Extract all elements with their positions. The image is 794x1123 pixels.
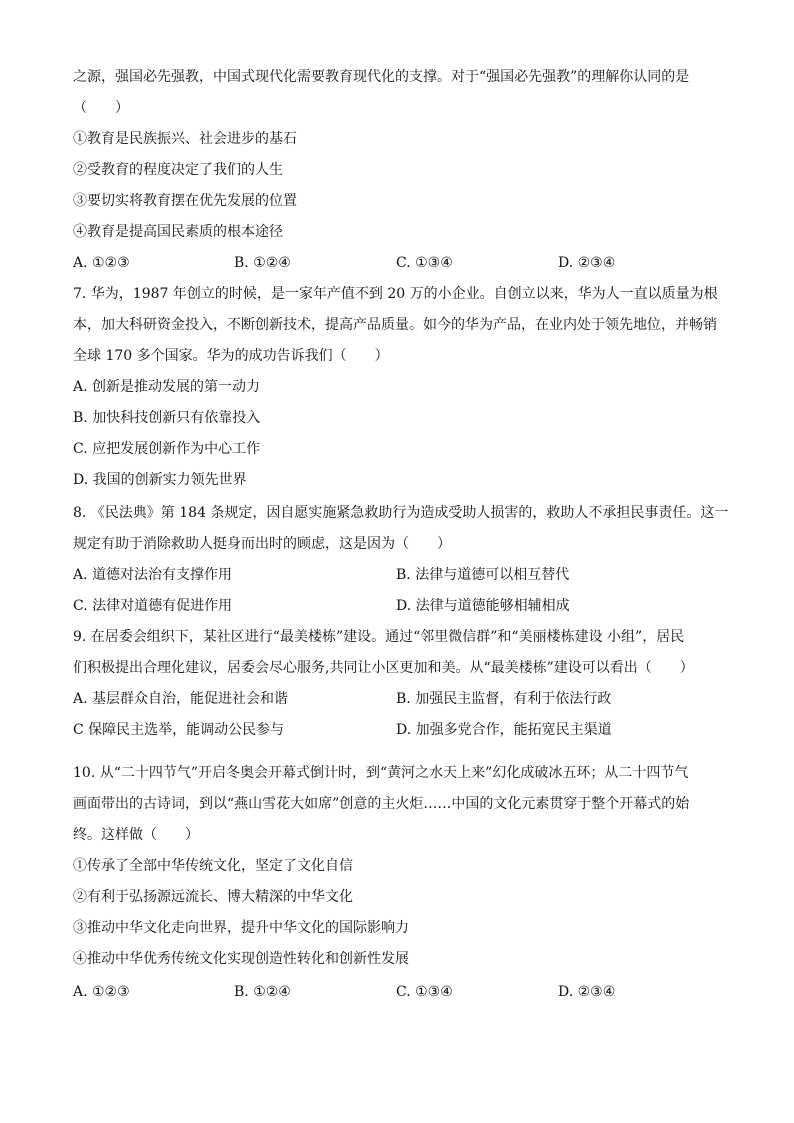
q7-stem-line-3: 全球 170 多个国家。华为的成功告诉我们（ ） (73, 348, 389, 364)
q6-statement-2: ②受教育的程度决定了我们的人生 (73, 162, 283, 178)
q10-stem-line-3: 终。这样做（ ） (73, 827, 199, 843)
q10-stem-line-2: 画面带出的古诗词，到以“燕山雪花大如席”创意的主火炬……中国的文化元素贯穿于整个开幕式的始 (73, 796, 690, 812)
q10-statement-1: ①传承了全部中华传统文化，坚定了文化自信 (73, 858, 353, 874)
q10-option-d: D. ②③④ (558, 984, 616, 1000)
q9-option-a: A. 基层群众自治，能促进社会和谐 (73, 691, 289, 707)
q9-option-b: B. 加强民主监督，有利于依法行政 (396, 691, 612, 707)
q10-option-a: A. ①②③ (73, 984, 130, 1000)
q7-option-a: A. 创新是推动发展的第一动力 (73, 379, 261, 395)
q10-stem-line-1: 10. 从“二十四节气”开启冬奥会开幕式倒计时，到“黄河之水天上来”幻化成破冰五环；从二十四节气 (73, 765, 689, 781)
q8-stem-line-1: 8. 《民法典》第 184 条规定，因自愿实施紧急救助行为造成受助人损害的，救助人不承担民事责任。这一 (73, 505, 729, 521)
q10-statement-2: ②有利于弘扬源远流长、博大精深的中华文化 (73, 889, 353, 905)
q6-stem-line-1: 之源，强国必先强教，中国式现代化需要教育现代化的支撑。对于“强国必先强教”的理解你认同的是 (73, 69, 690, 85)
q6-stem-line-2: （ ） (73, 100, 129, 116)
q8-stem-line-2: 规定有助于消除救助人挺身而出时的顾虑，这是因为（ ） (73, 536, 451, 552)
q8-option-d: D. 法律与道德能够相辅相成 (396, 598, 570, 614)
q7-option-c: C. 应把发展创新作为中心工作 (73, 441, 261, 457)
q9-option-c: C 保障民主选举，能调动公民参与 (73, 722, 285, 738)
q9-stem-line-1: 9. 在居委会组织下，某社区进行“最美楼栋”建设。通过“邻里微信群”和“美丽楼栋建设 小组”，居民 (73, 629, 685, 645)
q7-option-b: B. 加快科技创新只有依靠投入 (73, 410, 261, 426)
q6-statement-1: ①教育是民族振兴、社会进步的基石 (73, 131, 297, 147)
q9-stem-line-2: 们积极提出合理化建议，居委会尽心服务,共同让小区更加和美。从“最美楼栋”建设可以看出（ ） (73, 660, 694, 676)
q10-statement-3: ③推动中华文化走向世界，提升中华文化的国际影响力 (73, 920, 409, 936)
q10-option-b: B. ①②④ (234, 984, 291, 1000)
q7-option-d: D. 我国的创新实力领先世界 (73, 472, 247, 488)
q10-option-c: C. ①③④ (396, 984, 453, 1000)
q6-option-d: D. ②③④ (558, 255, 616, 271)
q7-stem-line-1: 7. 华为，1987 年创立的时候，是一家年产值不到 20 万的小企业。自创立以来，华为人一直以质量为根 (73, 286, 718, 302)
q6-option-c: C. ①③④ (396, 255, 453, 271)
q7-stem-line-2: 本，加大科研资金投入，不断创新技术，提高产品质量。如今的华为产品，在业内处于领先地位，并畅销 (73, 317, 717, 333)
q8-option-c: C. 法律对道德有促进作用 (73, 598, 233, 614)
q8-option-a: A. 道德对法治有支撑作用 (73, 567, 233, 583)
q8-option-b: B. 法律与道德可以相互替代 (396, 567, 570, 583)
q6-statement-4: ④教育是提高国民素质的根本途径 (73, 224, 283, 240)
q6-statement-3: ③要切实将教育摆在优先发展的位置 (73, 193, 297, 209)
q6-option-a: A. ①②③ (73, 255, 130, 271)
q10-statement-4: ④推动中华优秀传统文化实现创造性转化和创新性发展 (73, 951, 409, 967)
q6-option-b: B. ①②④ (234, 255, 291, 271)
q9-option-d: D. 加强多党合作，能拓宽民主渠道 (396, 722, 612, 738)
